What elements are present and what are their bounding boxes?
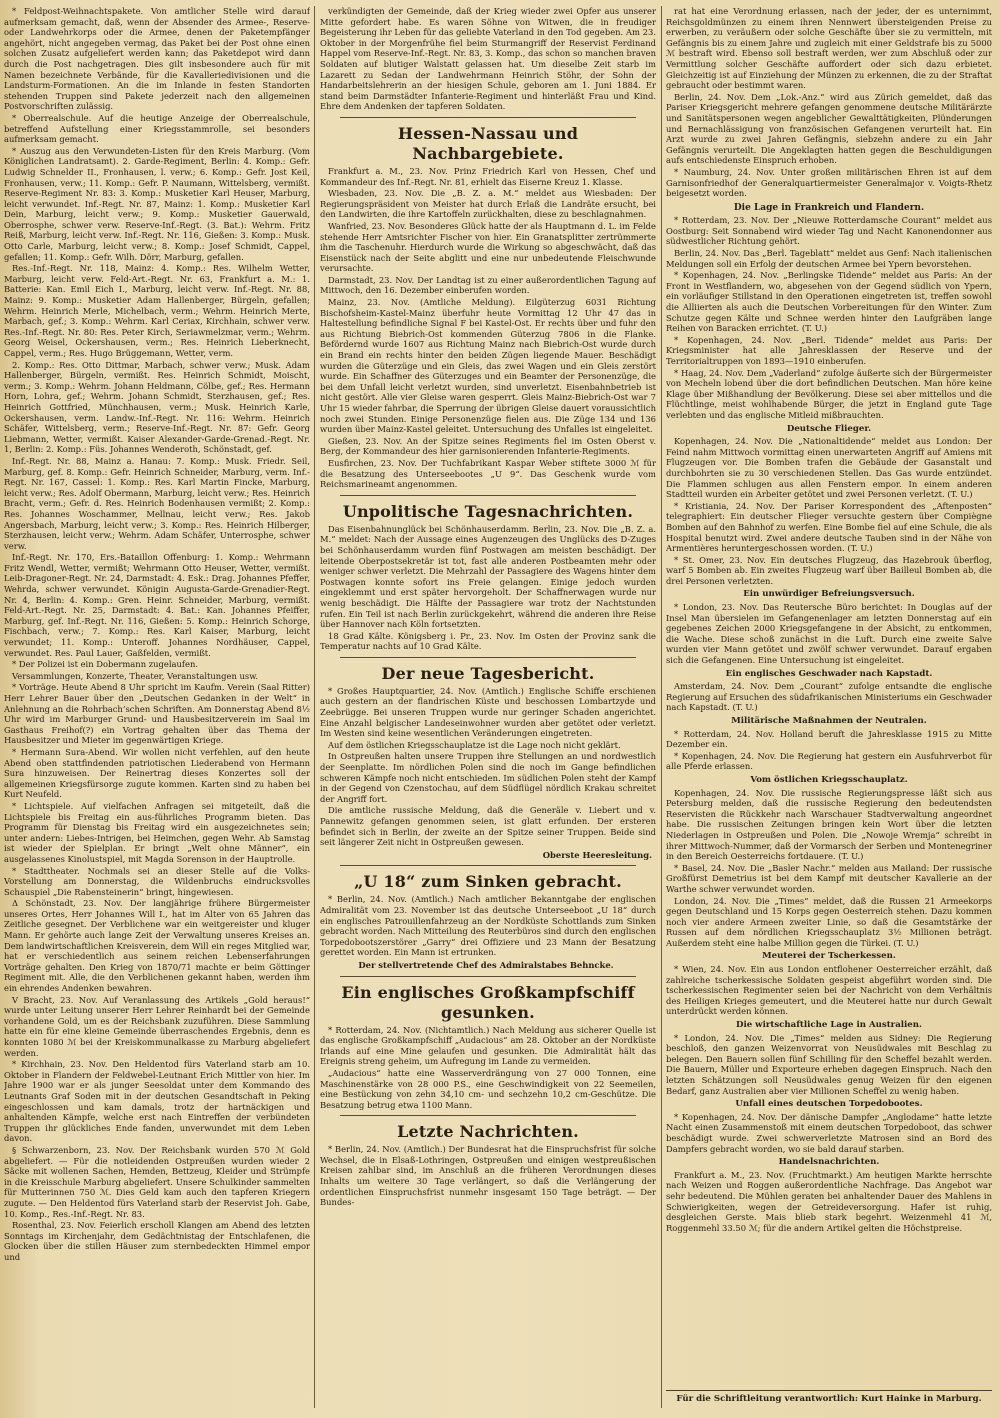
article-paragraph: * London, 24. Nov. Die „Times“ melden aus Sidney: Die Regierung beschloß, den ganzen Weizenvorrat von Neusüdwales mit Beschlag zu belegen. Den Bauern sollen fünf Schilling für den Scheffel bezahlt werden. Die Bauern, Müller und Exporteure erheben dagegen Einspruch. Nach den letzten Schätzungen soll Neusüdwales genug Weizen für den eigenen Bedarf, ganz Australien aber vier Millionen Scheffel zu wenig haben. xyxy=(666,1032,992,1096)
article-paragraph: In Ostpreußen halten unsere Truppen ihre Stellungen an und nordwestlich der Seenplatte. Im nördlichen Polen sind die noch im Gange befindlichen schweren Kämpfe noch nicht entschieden. Im südlichen Polen steht der Kampf in der Gegend von Czenstochau, auf dem Südflügel nördlich Krakau schreitet der Angriff fort. xyxy=(320,751,656,804)
section-heading: Die wirtschaftliche Lage in Australien. xyxy=(736,1020,922,1031)
divider xyxy=(340,976,636,977)
section-heading: Deutsche Flieger. xyxy=(786,423,872,434)
article-paragraph: * Vorträge. Heute Abend 8 Uhr spricht im Kaufm. Verein (Saal Ritter) Herr Lehrer Bauer über den „Deutschen Gedanken in der Welt“ in Anlehnung an die Rohrbach’schen Schriften. Am Donnerstag Abend 8½ Uhr wird im Marburger Grund- und Hausbesitzerverein im Saal im Gasthaus Freihof(?) ein Vortrag gehalten über das Thema der Hausbesitzer und Mieter im gegenwärtigen Kriege. xyxy=(4,682,310,746)
article-paragraph: 18 Grad Kälte. Königsberg i. Pr., 23. Nov. Im Osten der Provinz sank die Temperatur nachts auf 10 Grad Kälte. xyxy=(320,630,656,652)
article-paragraph: * Rotterdam, 24. Nov. (Nichtamtlich.) Nach Meldung aus sicherer Quelle ist das englische Großkampfschiff „Audacious“ am 28. Oktober an der Nordküste Irlands auf eine Mine gelaufen und gesunken. Die Admiralität hält das Ereignis streng geheim, um Aufregung im Lande zu vermeiden. xyxy=(320,1024,656,1067)
article-paragraph: * Wien, 24. Nov. Ein aus London entflohener Oesterreicher erzählt, daß zahlreiche tscherkessische Soldaten gespeist abgeführt worden sind. Die tscherkessischen Regimenter seien bei der Nachricht von dem Verhältnis des Heiligen Krieges gemeutert, und die Meuterei hatte nur durch Gewalt unterdrückt werden können. xyxy=(666,964,992,1017)
article-paragraph: Auf dem östlichen Kriegsschauplatze ist die Lage noch nicht geklärt. xyxy=(328,739,621,750)
article-paragraph: * London, 23. Nov. Das Reutersche Büro berichtet: In Douglas auf der Insel Man übersielen im Gefangenenlager am letzten Donnerstag auf ein gegebenes Zeichen 2000 Kriegsgefangene in der Absicht, zu entkommen, die Wache. Diese schoß zunächst in die Luft. Durch eine zweite Salve wurden vier Mann getötet und zwölf schwer verwundet. Darauf ergaben sich die Gefangenen. Eine Untersuchung ist eingeleitet. xyxy=(666,602,992,666)
section-heading: Die Lage in Frankreich und Flandern. xyxy=(733,202,925,213)
divider xyxy=(340,495,636,496)
article-paragraph: * Stadttheater. Nochmals sei an dieser Stelle auf die Volks-Vorstellung am Donnerstag, die Wildenbruchs eindrucksvolles Schauspiel „Die Rabensteinerin“ bringt, hingewiesen. xyxy=(4,865,310,897)
article-paragraph: Wanfried, 23. Nov. Besonderes Glück hatte der als Hauptmann d. L. im Felde stehende Herr Amtsrichter Fischer von hier. Ein Granatsplitter zertrümmerte ihm die Taschenuhr. Hierdurch wurde die Wirkung so abgeschwächt, daß das Eisenstück nach der Seite abglitt und eine nur unbedeutende Fleischwunde verursachte. xyxy=(320,220,656,274)
signature: Oberste Heeresleitung. xyxy=(542,849,652,860)
section-heading: Ein englisches Geschwader nach Kapstadt. xyxy=(725,668,933,679)
article-paragraph: * Kopenhagen, 24. Nov. „Berlingske Tidende“ meldet aus Paris: An der Front in Westflandern, wo, abgesehen von der Gegend südlich von Ypern, ein vorläufiger Stillstand in den Operationen eingetreten ist, treffen sowohl die Alliierten als auch die Deutschen Vorbereitungen für den Winter. Zum Schutze gegen Kälte und Schnee werden hinter den Laufgräben lange Reihen von Baracken errichtet. (T. U.) xyxy=(666,270,992,334)
article-paragraph: V Bracht, 23. Nov. Auf Veranlassung des Artikels „Gold heraus!“ wurde unter Leitung unserer Herr Lehrer Reinhardt bei der Gemeinde vorhandene Gold, um es der Reichsbank zuzuführen. Diese Sammlung hatte ein für eine kleine Gemeinde überraschendes Ergebnis, denn es konnten 1080 ℳ bei der Kreiskommunalkasse zu Marburg abgeliefert werden. xyxy=(4,994,310,1058)
article-paragraph: 2. Komp.: Res. Otto Dittmar, Marbach, schwer verw.; Musk. Adam Hallenberger, Bürgeln, vermißt. Res. Heinrich Schmidt, Moischt, verm.; 3. Komp.: Wehrm. Johann Heldmann, Cölbe, gef.; Res. Hermann Horn, Lohra, gef.; Wehrm. Johann Schmidt, Sterzhausen, gef.; Res. Heinrich Gottfried, Münchhausen, verm.; Musk. Heinrich Karle, Ockershausen, verm. Landw.-Inf.-Regt. Nr. 116: Wehrm. Heinrich Schäfer, Wittelsberg, verm.; Reserve-Inf.-Regt. Nr. 87: Gefr. Georg Liebmann, Wetter, vermißt. Kaiser Alexander-Garde-Grenad.-Regt. Nr. 1, Berlin: 2. Komp.: Füs. Johannes Wenderoth, Schönstadt, gef. xyxy=(4,359,310,455)
article-paragraph: * Basel, 24. Nov. Die „Basler Nachr.“ melden aus Mailand: Der russische Großfürst Demetrius ist bei dem Kampf mit deutscher Kavallerie an der Warthe schwer verwundet worden. xyxy=(666,862,992,894)
article-paragraph: Kopenhagen, 24. Nov. Die „Nationaltidende“ meldet aus London: Der Feind nahm Mittwoch vormittag einen unerwarteten Angriff auf Amiens mit Flugzeugen vor. Die Bomben trafen die Gebäude der Gasanstalt und durchbohrten sie zu 30 verschiedenen Stellen. Das Gas wurde entzündet. Die Flammen schlugen aus allen Fenstern empor. In einem anderen Stadtteil wurden ein Arbeiter getötet und zwei Personen verletzt. (T. U.) xyxy=(666,436,992,500)
article-paragraph: * Großes Hauptquartier, 24. Nov. (Amtlich.) Englische Schiffe erschienen auch gestern an der flandrischen Küste und beschossen Lombartzyde und Zeebrügge. Bei unseren Truppen wurde nur geringer Schaden angerichtet. Eine Anzahl belgischer Landeseinwohner wurden aber getötet oder verletzt. Im Westen sind keine wesentlichen Veränderungen eingetreten. xyxy=(320,685,656,739)
article-paragraph: * Naumburg, 24. Nov. Unter großen militärischen Ehren ist auf dem Garnisonfriedhof der Generalquartiermeister Generalmajor v. Voigts-Rhetz beigesetzt worden. xyxy=(666,166,992,199)
divider xyxy=(340,117,636,118)
article-paragraph: Frankfurt a. M., 23. Nov. Prinz Friedrich Karl von Hessen, Chef und Kommandeur des Inf.-Regt. Nr. 81, erhielt das Eiserne Kreuz 1. Klasse. xyxy=(320,165,656,187)
article-paragraph: Frankfurt a. M., 23. Nov. (Fruchtmarkt.) Am heutigen Markte herrschte nach Weizen und Roggen außerordentliche Nachfrage. Das Angebot war sehr bedeutend. Die Mühlen geraten bei anhaltender Dauer des Mahlens in Schwierigkeiten, wegen der Getreideversorgung. Hafer ist ruhig, desgleichen Gerste. Mais blieb stark begehrt. Weizenmehl 41 ℳ, Roggenmehl 33.50 ℳ; für die andern Artikel gelten die Höchstpreise. xyxy=(666,1169,992,1233)
article-paragraph: * Feldpost-Weihnachtspakete. Von amtlicher Stelle wird darauf aufmerksam gemacht, daß, wenn der Absender des Armee-, Reserve- oder Landwehrkorps oder die Armee, denen der Paketempfänger angehört, nicht angegeben vermag, das Paket bei der Post ohne einen solchen Zusatz aufgeliefert werden kann; das Paketdepot wird dann durch die Post nachgetragen. Dies gilt insbesondere auch für mit Namen bezeichnete Verbände, für die Kavalleriedivisionen und die Landsturm-Formationen. An die im Inlande in festen Standorten stehenden Truppen sind Pakete jederzeit nach den allgemeinen Postvorschriften zulässig. xyxy=(4,6,310,112)
article-paragraph: Die amtliche russische Meldung, daß die Generäle v. Liebert und v. Pannewitz gefangen genommen seien, ist glatt erfunden. Der ersteren befindet sich in Berlin, der zweite an der Spitze seiner Truppen. Beide sind seit längerer Zeit nicht in Ostpreußen gewesen. xyxy=(320,805,656,848)
section-heading: Meuterei der Tscherkessen. xyxy=(762,951,896,962)
article-paragraph: § Schwarzenborn, 23. Nov. Der Reichsbank wurden 570 ℳ Gold abgeliefert. — Für die notleidenden Ostpreußen wurden wieder 2 Säcke mit wollenen Sachen, Hemden, Bettzeug, Kleider und Strümpfe in die Kreisschule Marburg abgeliefert. Unsere Schulkinder sammelten für Mutterinnen 750 ℳ. Dies Geld kam auch den tapferen Kriegern zugute. — Den Heldentod fürs Vaterland starb der Reservist Joh. Gabe, 10. Komp., Res.-Inf.-Regt. Nr. 83. xyxy=(4,1144,310,1219)
article-paragraph: Das Eisenbahnunglück bei Schönhauserdamm. Berlin, 23. Nov. Die „B. Z. a. M.“ meldet: Nach der Aussage eines Augenzeugen des Unglücks des D-Zuges bei Schönhauserdamm wurden fünf Postwagen am meisten beschädigt. Der leitende Oberpostsekretär ist tot, fast alle anderen Postbeamten mehr oder weniger schwer verletzt. Die Mehrzahl der Passagiere des Wagens hinter dem Postwagen konnte sofort ins Freie gelangen. Einige jedoch wurden eingeklemmt und erst später hervorgeholt. Der Schaffnerwagen wurde nur wenig beschädigt. Die Hälfte der Passagiere war trotz der Nachtstunden rufen. Ein Teil ist nach Berlin zurückgekehrt, während die anderen ihre Reise über Hannover nach Köln fortsetzten. xyxy=(320,523,656,630)
divider xyxy=(340,1115,636,1116)
section-heading: Der neue Tagesbericht. xyxy=(381,663,595,683)
column-divider xyxy=(314,6,315,1408)
article-paragraph: Gießen, 23. Nov. An der Spitze seines Regiments fiel im Osten Oberst v. Berg, der Kommandeur des hier garnisonierenden Infanterie-Regiments. xyxy=(320,435,656,457)
article-paragraph: Amsterdam, 24. Nov. Dem „Courant“ zufolge entsandte die englische Regierung auf Ersuchen des südafrikanischen Ministeriums ein Geschwader nach Kapstadt. (T. U.) xyxy=(666,681,992,713)
article-paragraph: * St. Omer, 23. Nov. Ein deutsches Flugzeug, das Hazebrouk überflog, warf 5 Bomben ab. Ein zweites Flugzeug warf über Bailleul Bomben ab, die drei Personen verletzten. xyxy=(666,554,992,586)
column-right xyxy=(666,6,992,1408)
section-heading: Unpolitische Tagesnachrichten. xyxy=(342,501,634,521)
article-paragraph: * Der Polizei ist ein Dobermann zugelaufen. xyxy=(12,659,199,670)
article-paragraph: London, 24. Nov. Die „Times“ meldet, daß die Russen 21 Armeekorps gegen Deutschland und 15 Korps gegen Oesterreich stehen. Dazu kommen noch vier andere Armeen zweiter Linie, so daß die Gesamtstärke der Russen auf dem nördlichen Kriegsschauplatz 3½ Millionen beträgt. Außerdem steht eine halbe Million gegen die Türkei. (T. U.) xyxy=(666,895,992,948)
article-paragraph: * Kristiania, 24. Nov. Der Pariser Korrespondent des „Aftenposten“ telegraphiert: Ein deutscher Flieger versuchte gestern über Compiègne Bomben auf den Bahnhof zu werfen. Eine Bombe fiel auf eine Schule, die als Hospital benutzt wird. Zwei andere deutsche Tauben sind in der Nähe von Armentières heruntergeschossen worden. (T. U.) xyxy=(666,500,992,554)
article-paragraph: Berlin, 24. Nov. Das „Berl. Tageblatt“ meldet aus Genf: Nach italienischen Meldungen soll ein Erfolg der deutschen Armee bei Ypern bevorstehen. xyxy=(666,248,992,269)
article-paragraph: rat hat eine Verordnung erlassen, nach der jeder, der es unternimmt, Reichsgoldmünzen zu einem ihren Nennwert übersteigenden Preise zu erwerben, zu veräußern oder solche Geschäfte über sie zu vermitteln, mit Gefängnis bis zu einem Jahre und zugleich mit einer Geldstrafe bis zu 5000 ℳ bestraft wird. Ebenso soll bestraft werden, wer zum Abschluß oder zur Vermittlung solcher Geschäfte auffordert oder sich dazu erbietet. Gleichzeitig ist auf Einziehung der Münzen zu erkennen, die zu der Straftat gebraucht oder bestimmt waren. xyxy=(666,6,992,91)
section-heading: Ein englisches Großkampfschiff gesunken. xyxy=(341,982,635,1022)
section-heading: Ein unwürdiger Befreiungsversuch. xyxy=(743,589,915,600)
article-paragraph: * Haag, 24. Nov. Dem „Vaderland“ zufolge äußerte sich der Bürgermeister von Mecheln lobend über die dort befindlichen Deutschen. Man höre keine Klage über Mißhandlung der Bevölkerung. Diese sei aber mittellos und die Flüchtlinge, meist wohlhabende Bürger, die jetzt in England gute Tage verlebten und das englische Mitleid mißbrauchten. xyxy=(666,367,992,420)
article-paragraph: * Hermann Sura-Abend. Wir wollen nicht verfehlen, auf den heute Abend oben stattfindenden patriotischen Liederabend von Hermann Sura hinzuweisen. Der Reinertrag dieses Konzertes soll der allgemeinen Kriegsfürsorge zugute kommen. Karten sind zu haben bei Kurt Neufeld. xyxy=(4,746,310,800)
article-paragraph: * Kopenhagen, 24. Nov. Der dänische Dampfer „Anglodame“ hatte letzte Nacht einen Zusammenstoß mit einem deutschen Torpedoboot, das schwer beschädigt wurde. Zwei schwerverletzte Matrosen sind an Bord des Dampfers gebracht worden, wo sie bald darauf starben. xyxy=(666,1111,992,1154)
article-paragraph: * Lichtspiele. Auf vielfachen Anfragen sei mitgeteilt, daß die Lichtspiele bis Freitag ein aus-führliches Programm bieten. Das Programm für Dienstag bis Freitag wird ein ausgezeichnetes sein; unter andern: Liebes-Intrigen, bei Heimchen, gegen Wehr. Ab Samstag ist wieder der Spielplan. Er bringt „Welt ohne Männer“, ein ausgelassenes Kinolustspiel, mit Magda Sorenson in der Hauptrolle. xyxy=(4,800,310,864)
column-divider xyxy=(661,6,662,1408)
article-paragraph: * Rotterdam, 23. Nov. Der „Nieuwe Rotterdamsche Courant“ meldet aus Oostburg: Seit Sonnabend wird wieder Tag und Nacht Kanonendonner aus südwestlicher Richtung gehört. xyxy=(666,215,992,247)
section-heading: Hessen-Nassau und Nachbargebiete. xyxy=(397,123,579,163)
section-heading: Unfall eines deutschen Torpedobootes. xyxy=(735,1099,923,1110)
article-paragraph: * Oberrealschule. Auf die heutige Anzeige der Oberrealschule, betreffend Aufstellung einer Kriegsstammrolle, sei besonders aufmerksam gemacht. xyxy=(4,112,310,145)
article-paragraph: Inf.-Regt. Nr. 88, Mainz a. Hanau: 7. Komp.: Musk. Friedr. Seil, Marburg, gef. 8. Komp.: Gefr. Heinrich Schneider, Marburg, verm. Inf.-Regt. Nr. 167, Cassel: 1. Komp.: Res. Karl Martin Fincke, Marburg, leicht verw.; Res. Adolf Obermann, Marburg, leicht verw.; Res. Heinrich Bracht, verm.; Gefr. d. Res. Heinrich Bodenhausen vermißt; 2. Komp.: Res. Johannes Woschammer, Mellnau, leicht verw.; Res. Jakob Angersbach, Marburg, leicht verw.; 3. Komp.: Res. Heinrich Hilberger, Sterzhausen, leicht verw.; Wehrm. Adam Schäfer, Unterrosphe, schwer verw. xyxy=(4,455,310,551)
article-paragraph: * Berlin, 24. Nov. (Amtlich.) Nach amtlicher Bekanntgabe der englischen Admiralität vom 23. November ist das deutsche Unterseeboot „U 18“ durch ein englisches Patrouillenfahrzeug an der Nordküste Schottlands zum Sinken gebracht worden. Nach Mitteilung des Reuterbüros sind durch den englischen Torpedobootszerstörer „Garry“ drei Offiziere und 23 Mann der Besatzung gerettet worden. Ein Mann ist ertrunken. xyxy=(320,894,656,958)
section-heading: Militärische Maßnahmen der Neutralen. xyxy=(731,716,927,726)
section-heading: Handelsnachrichten. xyxy=(778,1157,880,1168)
article-paragraph: * Berlin, 24. Nov. (Amtlich.) Der Bundesrat hat die Einspruchsfrist für solche Wechsel, die in Elsaß-Lothringen, Ostpreußen und einigen westpreußischen Kreisen zahlbar sind, im Anschluß an die früheren Verordnungen dieses Inhalts um weitere 30 Tage verlängert, so daß die Verlängerung der ordentlichen Einspruchsfrist nunmehr insgesamt 150 Tage beträgt. — Der Bundes- xyxy=(320,1144,656,1208)
article-paragraph: Rosenthal, 23. Nov. Feierlich erscholl Klangen am Abend des letzten Sonntags im Kirchenjahr, dem Gedächtnistag der Entschlafenen, die Glocken über die stillen Häuser zum sternbedeckten Himmel empor und xyxy=(4,1220,310,1262)
divider xyxy=(340,657,636,658)
article-paragraph: verkündigten der Gemeinde, daß der Krieg wieder zwei Opfer aus unserer Mitte gefordert habe. Es waren Söhne von Witwen, die in freudiger Begeisterung ihr Leben für das geliebte Vaterland in den Tod gegeben. Am 23. Oktober in der Morgenfrühe fiel beim Sturmangriff der Reservist Ferdinand Happel vom Reserve-Inf.-Regt. Nr. 83, 3. Komp., das schon so manchen braven Soldaten auf blutiger Walstatt gelassen hat. Um dieselbe Zeit starb im Lazarett zu Sedan der Landwehrmann Heinrich Stöhr, der Sohn der Handarbeitslehrerin an der hiesigen Schule, geboren am 1. Juni 1884. Er stand beim Darmstädter Infanterie-Regiment und hinterläßt Frau und Kind. Ehre dem Andenken der tapferen Soldaten. xyxy=(320,6,656,112)
article-paragraph: Wiesbaden, 23. Nov. Die „B. Z. a. M.“ meldet aus Wiesbaden: Der Regierungspräsident von Meister hat durch Erlaß die Landräte ersucht, bei den Landwirten, die ihre Kartoffeln zurückhalten, diese zu beschlagnahmen. xyxy=(320,188,656,220)
column-middle xyxy=(320,6,656,1408)
divider xyxy=(340,865,636,866)
article-paragraph: Darmstadt, 23. Nov. Der Landtag ist zu einer außerordentlichen Tagung auf Mittwoch, den 16. Dezember einberufen worden. xyxy=(320,274,656,296)
article-paragraph: „Audacious“ hatte eine Wasserverdrängung von 27 000 Tonnen, eine Maschinenstärke von 28 000 P.S., eine Geschwindigkeit von 22 Seemeilen, eine Bestückung von zehn 34,10 cm- und sechzehn 10,2 cm-Geschütze. Die Besatzung betrug etwa 1100 Mann. xyxy=(320,1067,656,1110)
article-paragraph: Kopenhagen, 24. Nov. Die russische Regierungspresse läßt sich aus Petersburg melden, daß die russische Regierung den bedeutendsten Reservisten die Rückkehr nach Warschauer Stadtverwaltung angeordnet habe. Die russischen Zeitungen bringen kein Wort über die letzten Niederlagen in Ostpreußen und Polen. Die „Nowoje Wremja“ schreibt in ihrer Mittwoch-Nummer, daß der Vormarsch der Serben und Montenegriner in den Bereich Oesterreichs fortdauere. (T. U.) xyxy=(666,787,992,862)
section-heading: Letzte Nachrichten. xyxy=(397,1122,579,1142)
article-paragraph: Inf.-Regt. Nr. 170, Ers.-Bataillon Offenburg: 1. Komp.: Wehrmann Fritz Wendl, Wetter, vermißt; Wehrmann Otto Heuser, Wetter, vermißt. Leib-Dragoner-Regt. Nr. 24, Darmstadt: 4. Esk.: Drag. Johannes Pfeffer, Wehrda, schwer verwundet. Königin Augusta-Garde-Grenadier-Regt. Nr. 4, Berlin: 4. Komp.: Gren. Heinr. Schneider, Marburg, vermißt. Feld-Art.-Regt. Nr. 25, Darmstadt: 4. Bat.: Kan. Johannes Pfeiffer, Marburg, gef. Inf.-Regt. Nr. 116, Gießen: 5. Komp.: Heinrich Schorge, Fischbach, verw.; 7. Komp.: Res. Karl Kaiser, Marburg, leicht verwundet; 11. Komp.: Unteroff. Johannes Nordhäuser, Cappel, verwundet. Res. Paul Lauer, Gaßfelden, vermißt. xyxy=(4,552,310,658)
section-heading: „U 18“ zum Sinken gebracht. xyxy=(354,872,622,892)
article-paragraph: Berlin, 24. Nov. Dem „Lok.-Anz.“ wird aus Zürich gemeldet, daß das Pariser Kriegsgericht mehrere gefangen genommene deutsche Militärärzte und Sanitätspersonen wegen angeblicher Gewalttätigkeiten, Plünderungen und Bernachlässigung von französischen Gefangenen verurteilt hat. Ein Arzt wurde zu zwei Jahren Gefängnis, siebzehn andere zu ein Jahr Gefängnis verurteilt. Die Angeklagten hatten gegen die Beschuldigungen aufs entschiedenste Einspruch erhoben. xyxy=(666,91,992,166)
article-paragraph: Versammlungen, Konzerte, Theater, Veranstaltungen usw. xyxy=(12,670,259,681)
footer-imprint: Für die Schriftleitung verantwortlich: Kurt Hainke in Marburg. xyxy=(666,1390,992,1404)
article-paragraph: * Kopenhagen, 24. Nov. „Berl. Tidende“ meldet aus Paris: Der Kriegsminister hat alle Jahresklassen der Reserve und der Territorialtruppen von 1893—1910 einberufen. xyxy=(666,334,992,366)
article-paragraph: * Kirchhain, 23. Nov. Den Heldentod fürs Vaterland starb am 10. Oktober in Flandern der Feldwebel-Leutnant Erich Mittler von hier. Im Jahre 1900 war er als junger Seesoldat unter dem Kommando des Leutnants Graf Soden mit in der deutschen Gesandtschaft in Peking eingeschlossen und kam damals, trotz der hartnäckigen und anhaltenden Kämpfe, welche erst nach Eintreffen der verbündeten Truppen ihr glückliches Ende fanden, unverwundet mit dem Leben davon. xyxy=(4,1059,310,1144)
article-paragraph: Δ Schönstadt, 23. Nov. Der langjährige frühere Bürgermeister unseres Ortes, Herr Johannes Will I., hat im Alter von 65 Jahren das Zeitliche gesegnet. Der Verblichene war ein weitgereister und kluger Mann. Er gehörte auch lange Zeit der Verwaltung unseres Kreises an. Dem landwirtschaftlichen Kreisverein, dem Will ein reges Mitglied war, hat er verschiedentlich aus seinem reichen Lebenserfahrungen Vorträge gehalten. Den Krieg von 1870/71 machte er beim Göttinger Regiment mit. Alle, die den Verblichenen gekannt haben, werden ihm ein ehrendes Andenken bewahren. xyxy=(4,898,310,994)
column-left xyxy=(4,6,310,1408)
article-paragraph: * Kopenhagen, 24. Nov. Die Regierung hat gestern ein Ausfuhrverbot für alle Pferde erlassen. xyxy=(666,750,992,772)
signature: Der stellvertretende Chef des Admiralstabes Behncke. xyxy=(358,959,614,970)
article-paragraph: Mainz, 23. Nov. (Amtliche Meldung). Eilgüterzug 6031 Richtung Bischofsheim-Kastel-Mainz überfuhr heute Vormittag 12 Uhr 47 das in Haltestellung befindliche Signal F bei Kastel-Ost. Er rechts über und fuhr den aus Richtung Biebrich-Ost kommenden Güterzug 7806 in die Flanke. Befördernd wurde 1607 aus Richtung Mainz nach Biebrich-Ost wurde durch ein Brand ein rechts hinter den beiden Zügen liegende Mauer. Beschädigt wurden die Güterzüge und ein Gleis, das zwei Wagen und ein Gleis zerstört wurde. Ein Schaffner des Güterzuges und ein Beamter der Personenzüge, die bei dem Unfall leicht verletzt wurden, sind unverletzt. Eisenbahnbetrieb ist nicht gestört. Alle vier Gleise waren gesperrt. Gleis Mainz-Biebrich-Ost war 7 Uhr 15 wieder fahrbar, die Sperrung der übrigen Gleise dauert voraussichtlich noch zwei Stunden. Einige Personenzüge fielen aus. Die Züge 134 und 136 wurden über Mainz-Kastel geleitet. Untersuchung des Unfalles ist eingeleitet. xyxy=(320,297,656,435)
article-paragraph: Res.-Inf.-Regt. Nr. 118, Mainz: 4. Komp.: Res. Wilhelm Wetter, Marburg, leicht verw. Feld-Art.-Regt. Nr. 63, Frankfurt a. M.: 1. Batterie: Kan. Emil Eich I., Marburg, leicht verw. Inf.-Regt. Nr. 88, Mainz: 9. Komp.: Musketier Adam Hallenberger, Bürgeln, gefallen; Wehrm. Heinrich Merle, Michelbach, verm.; Wehrm. Heinrich Merte, Marbach, gef.; 3. Komp.: Wehrm. Karl Ceriax, Kirchhain, schwer verw. Res.-Inf.-Regt. Nr. 80: Res. Peter Kirch, Seriawmelzmar, verm.; Wehrm. Georg Weisel, Ockershausen, verm.; Res. Heinrich Lieberknecht, Cappel, verm.; Res. Hugo Brüggemann, Wetter, verm. xyxy=(4,263,310,358)
section-heading: Vom östlichen Kriegsschauplatz. xyxy=(750,774,908,785)
article-paragraph: * Auszug aus den Verwundeten-Listen für den Kreis Marburg. (Vom Königlichen Landratsamt). 2. Garde-Regiment, Berlin: 4. Komp.: Gefr. Ludwig Schnelder II., Fronhausen, l. verw.; 6. Komp.: Gefr. Jost Keil, Fronhausen, verw.; 11. Komp.: Gefr. P. Naumann, Wittelsberg, vermißt. Reserve-Regiment Nr. 83: 3. Komp.: Musketier Karl Heuser, Marburg, leicht verwundet. Inf.-Regt. Nr. 87, Mainz: 1. Komp.: Musketier Karl Dein, Marburg, leicht verw.; 9. Komp.: Musketier Gauerwald, Oberrosphe, schwer verw. Reserve-Inf.-Regt. (3. Bat.): Wehrm. Fritz Reiß, Marburg, leicht verw. Inf.-Regt. Nr. 116, Gießen: 3. Komp.: Musk. Otto Carle, Marburg, leicht verw.; 8. Komp.: Josef Schmidt, Cappel, gefallen; 11. Komp.: Gefr. Wilh. Dörr, Marburg, gefallen. xyxy=(4,145,310,262)
article-paragraph: Eusfirchen, 23. Nov. Der Tuchfabrikant Kaspar Weber stiftete 3000 ℳ für die Besatzung des Unterseebootes „U 9“. Das Geschenk wurde vom Reichsmarineamt angenommen. xyxy=(320,457,656,490)
article-paragraph: * Rotterdam, 24. Nov. Holland beruft die Jahresklasse 1915 zu Mitte Dezember ein. xyxy=(666,728,992,750)
